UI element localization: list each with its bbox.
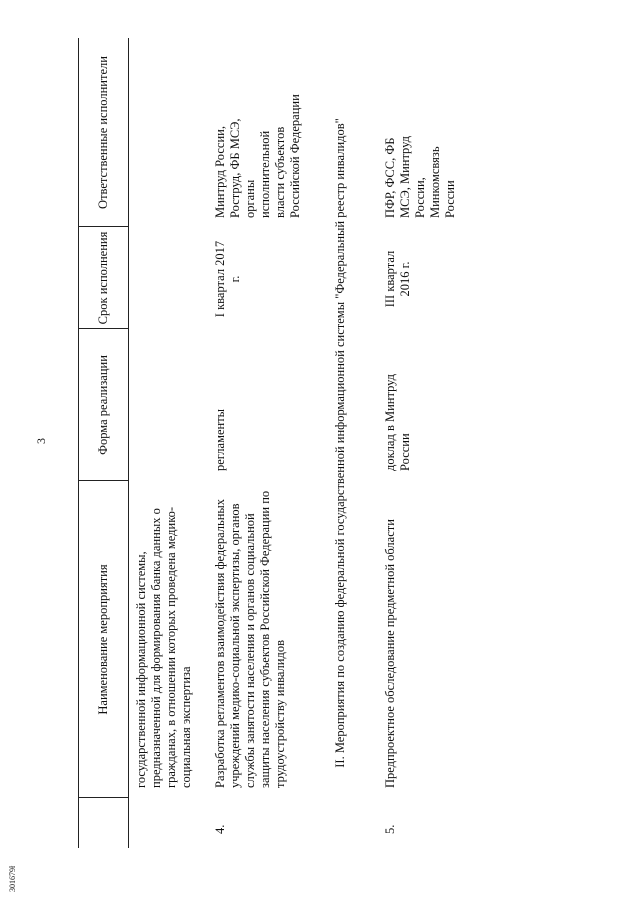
col-divider-4 <box>78 226 128 227</box>
row-5-name: Предпроектное обследование предметной области <box>383 519 397 788</box>
col-divider-2 <box>78 480 128 481</box>
row-4-name: Разработка регламентов взаимодействия федеральных учреждений медико-социальной экспертизы, органов службы занятости населения и органов социальной защиты населения субъектов Российской Федерации по трудоустройству инвалидов <box>213 490 287 788</box>
row-5-executors: ПФР, ФСС, ФБ МСЭ, Минтруд России, Минкомсвязь России <box>383 136 457 218</box>
row-4-form: регламенты <box>213 408 227 471</box>
row-4-executors: Минтруд России, Роструд, ФБ МСЭ, органы исполнительной власти субъектов Российской Федерации <box>213 94 302 218</box>
row-5-deadline: III квартал 2016 г. <box>383 250 412 308</box>
header-num <box>78 798 128 848</box>
row-5-form: доклад в Минтруд России <box>383 374 412 471</box>
document-code: 301679ł <box>8 865 17 892</box>
header-executors: Ответственные исполнители <box>95 56 110 209</box>
header-deadline: Срок исполнения <box>95 231 110 325</box>
header-form: Форма реализации <box>95 355 110 455</box>
row-5-num: 5. <box>383 824 397 834</box>
continuation-text: государственной информационной системы, предназначенной для формирования банка данных о гражданах, в отношении которых проведена медико-социальная экспертиза <box>134 506 193 788</box>
page-number: 3 <box>34 438 48 444</box>
measures-table <box>78 38 548 848</box>
col-divider-3 <box>78 328 128 329</box>
section-title: II. Мероприятия по созданию федеральной государственной информационной системы "Федеральный реестр инвалидов" <box>333 118 347 768</box>
header-name: Наименование мероприятия <box>95 564 110 715</box>
row-4-num: 4. <box>213 824 227 834</box>
row-4-deadline: I квартал 2017 г. <box>213 240 242 318</box>
header-bottom-border <box>128 38 129 848</box>
